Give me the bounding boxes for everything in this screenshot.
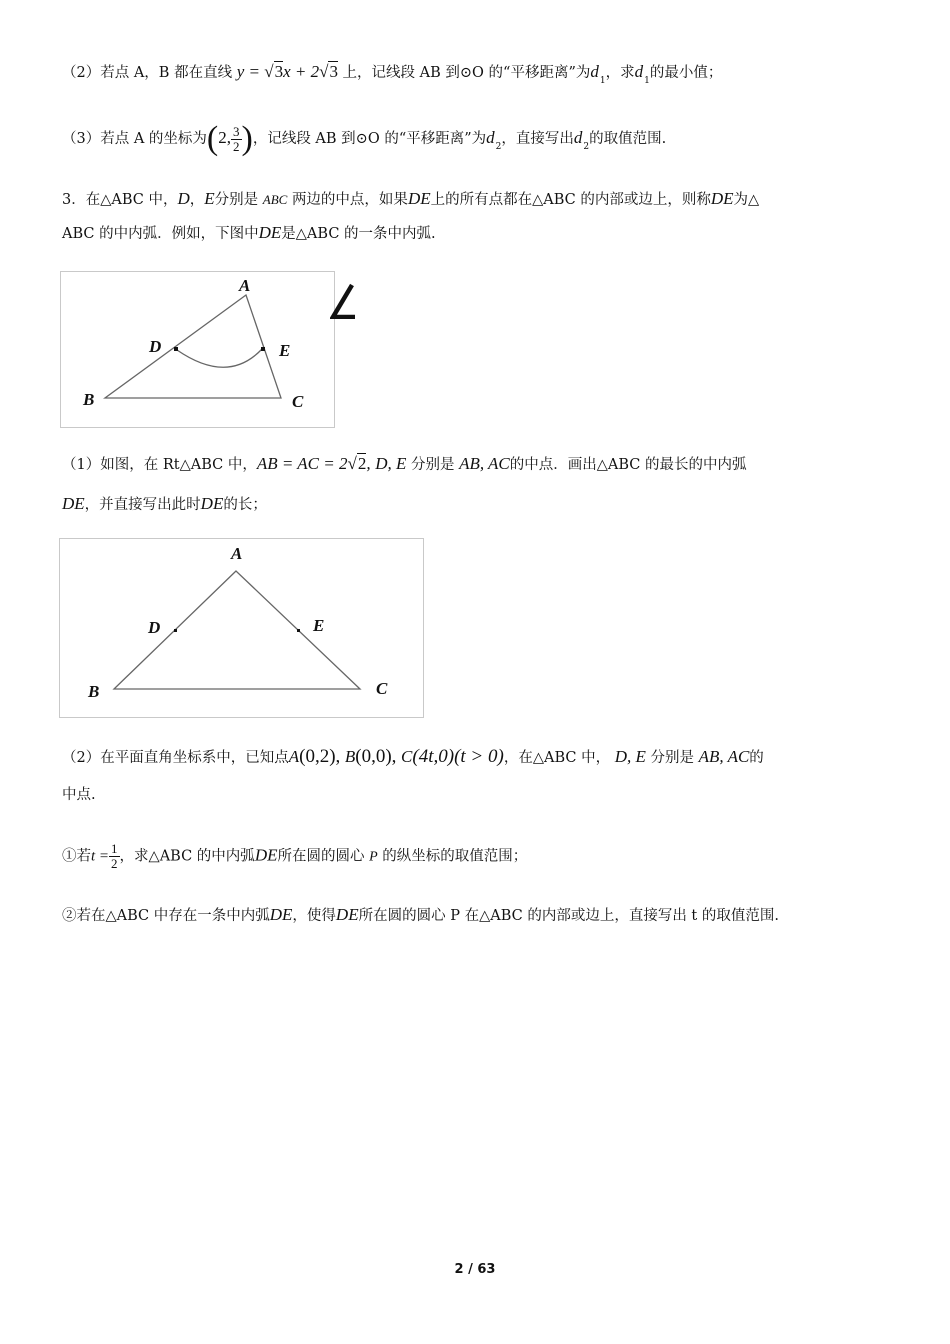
sub2-end: 的 <box>749 750 764 766</box>
label-d: D <box>149 337 162 356</box>
point-e: E <box>204 189 215 208</box>
part2-mid: 上，记线段 AB 到⊙O 的“平移距离”为 <box>342 65 591 81</box>
fig2-point-d <box>174 629 177 632</box>
sub2a-mid: ，求△ABC 的中内弧 <box>119 848 255 865</box>
fig2-point-e <box>297 629 300 632</box>
sub1-line2: DE，并直接写出此时DE的长； <box>62 494 267 513</box>
eq-root1: 3 <box>274 62 284 81</box>
fig2-label-c: C <box>376 679 388 698</box>
sub1-mid: 分别是 <box>410 457 455 473</box>
sub1-equation: AB = AC = 2 <box>256 454 348 473</box>
sub2a-end: 的纵坐标的取值范围； <box>382 848 528 865</box>
d-symbol-2: d <box>486 128 495 147</box>
sub1-end: 的中点．画出△ABC 的最长的中内弧 <box>509 457 747 473</box>
label-e: E <box>279 341 291 360</box>
sub2a-line <box>62 842 527 871</box>
point-c: C <box>401 747 413 766</box>
q3-end2: 为△ <box>733 192 760 208</box>
sub2b-mid: ，使得 <box>292 908 336 924</box>
sub2-mid: ，在△ABC 中， <box>503 750 611 766</box>
triangle-glyph-icon <box>330 283 356 323</box>
figure-right-triangle <box>59 538 424 718</box>
label-b: B <box>83 390 95 409</box>
part3-line: （3）若点 A 的坐标为(2, $\frac{3}{2}$ )，记线段 AB 到⊙O 的“平移距离”为$d_2$，直接写出$d_2$的取值范围. <box>62 120 667 157</box>
part3-end: 的取值范围. <box>589 131 667 147</box>
point-b: B <box>344 747 356 766</box>
sub2b-arc-de: DE <box>269 905 293 924</box>
sub2a-text: ①若 <box>62 848 91 865</box>
fig2-label-d: D <box>148 618 161 637</box>
q3-mid2: 两边的中点，如果 <box>291 192 408 208</box>
sub2b-end: 所在圆的圆心 P 在△ABC 的内部或边上，直接写出 t 的取值范围. <box>358 908 779 924</box>
fig2-label-a: A <box>231 544 243 563</box>
part2-mid2: ，求 <box>605 65 635 81</box>
d-symbol: d <box>590 62 599 81</box>
sub1-abac: AB, AC <box>459 454 510 473</box>
sub2-mid2: 分别是 <box>650 750 694 766</box>
sub2-line1 <box>62 745 764 770</box>
q3-line1: 3．在△ABC 中，D，E分别是 ABC 两边的中点，如果DE上的所有点都在△ABC 的内部或边上，则称DE为△ <box>62 189 760 208</box>
q3-end: 上的所有点都在△ABC 的内部或边上，则称 <box>430 192 711 208</box>
q3-intro: 3．在△ABC 中， <box>62 192 178 208</box>
point-a-coord: (0,2), <box>299 746 341 767</box>
arc-de: DE <box>407 189 431 208</box>
arc-de-shape <box>177 349 262 367</box>
page-number: 2 / 63 <box>454 1262 496 1277</box>
part2-line: （2）若点 A，B 都在直线 y = √3x + 2√3 上，记线段 AB 到⊙O 的“平移距离”为$d_1$，求$d_1$的最小值； <box>62 62 723 86</box>
label-c: C <box>292 392 304 411</box>
sub2-de: D, E <box>614 747 646 766</box>
subscript-2: 2 <box>495 142 502 152</box>
q3-mid: 分别是 <box>214 192 259 208</box>
eq-x: x + 2 <box>283 62 320 81</box>
point-d: D <box>177 189 190 208</box>
figure-arc-example <box>60 271 335 428</box>
t-equals: t = <box>91 848 110 865</box>
sub2b-text: ②若在△ABC 中存在一条中内弧 <box>62 908 270 924</box>
sub2b-line: ②若在△ABC 中存在一条中内弧DE，使得DE所在圆的圆心 P 在△ABC 的内部或边上，直接写出 t 的取值范围. <box>62 905 779 924</box>
sub2-text: （2）在平面直角坐标系中，已知点 <box>62 750 289 766</box>
sub2a-mid2: 所在圆的圆心 <box>277 848 365 865</box>
fraction-3-2: $\frac{3}{2}$ <box>233 123 240 154</box>
q3-l2-end: 是△ABC 的一条中内弧. <box>281 226 436 242</box>
fraction-1-2: $\frac{1}{2}$ <box>111 841 118 871</box>
part2-end: 的最小值； <box>649 65 723 81</box>
q3-line2: ABC 的中内弧．例如，下图中DE是△ABC 的一条中内弧. <box>62 223 436 242</box>
sub1-text: （1）如图，在 Rt△ABC 中， <box>62 457 257 473</box>
q3-l2-text: ABC 的中内弧．例如，下图中 <box>62 226 259 242</box>
sub1-l2-mid: ，并直接写出此时 <box>84 497 201 513</box>
part2-text: （2）若点 A，B 都在直线 <box>62 65 233 81</box>
label-a: A <box>239 276 251 295</box>
sub1-de: D, E <box>375 454 407 473</box>
triangle-abc-shape <box>105 295 281 398</box>
part3-text: （3）若点 A 的坐标为 <box>62 131 207 147</box>
sub1-arc-de: DE <box>62 494 85 513</box>
coord-two: 2, <box>218 128 231 147</box>
q3-comma: ， <box>189 192 205 208</box>
sub1-l2-end: 的长； <box>223 497 267 513</box>
sub1-line1: （1）如图，在 Rt△ABC 中，AB = AC = 2√2, D, E 分别是 AB, AC的中点．画出△ABC 的最长的中内弧 <box>62 454 747 473</box>
subscript-1: 1 <box>599 76 606 86</box>
point-d-mark <box>174 347 178 351</box>
part3-mid2: ，直接写出 <box>501 131 574 147</box>
sub2-line2 <box>62 783 96 807</box>
eq-lhs: y = <box>236 62 265 81</box>
fig2-label-b: B <box>88 682 100 701</box>
point-a: A <box>288 747 300 766</box>
fig2-label-e: E <box>313 616 325 635</box>
center-p: P <box>369 849 378 865</box>
sub2-l2: 中点. <box>62 787 96 803</box>
t-condition: (t > 0) <box>454 746 504 767</box>
part3-mid: ，记线段 AB 到⊙O 的“平移距离”为 <box>252 131 487 147</box>
sub2a-arc-de: DE <box>254 845 278 865</box>
triangle-abc: ABC <box>262 192 288 207</box>
point-e-mark <box>261 347 265 351</box>
sub2-abac: AB, AC <box>698 747 750 766</box>
sub1-root: 2 <box>357 454 367 473</box>
point-c-coord: (4t,0) <box>412 746 455 767</box>
eq-root2: 3 <box>329 62 338 81</box>
point-b-coord: (0,0), <box>355 746 397 767</box>
